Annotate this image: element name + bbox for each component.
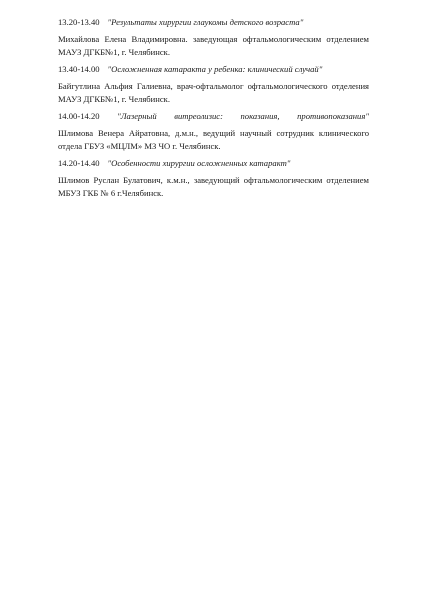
- program-entry: [58, 110, 369, 153]
- speaker-info: [58, 33, 369, 59]
- program-entry: [58, 63, 369, 106]
- speaker-line: Шлимова Венера Айратовна, д.м.н., ведущий научный сотрудник клинического: [58, 128, 369, 138]
- session-time: 14.00-14.20: [58, 111, 100, 121]
- program-page: [58, 16, 369, 204]
- session-title-word: "Лазерный: [117, 111, 157, 121]
- session-time: 13.20-13.40: [58, 17, 100, 27]
- program-entry: [58, 16, 369, 59]
- session-title-word: показания,: [240, 111, 280, 121]
- speaker-info: [58, 174, 369, 200]
- program-entry: [58, 157, 369, 200]
- speaker-line: МАУЗ ДГКБ№1, г. Челябинск.: [58, 47, 171, 57]
- speaker-line: МБУЗ ГКБ № 6 г.Челябинск.: [58, 188, 164, 198]
- speaker-line: МАУЗ ДГКБ№1, г. Челябинск.: [58, 94, 171, 104]
- speaker-line: Байгутлина Альфия Галиевна, врач-офтальмолог офтальмологического отделения: [58, 81, 369, 91]
- session-header: [58, 16, 369, 28]
- speaker-info: [58, 80, 369, 106]
- session-title-word: витреолизис:: [174, 111, 223, 121]
- session-time: 13.40-14.00: [58, 64, 100, 74]
- session-title-word: противопоказания": [297, 111, 369, 121]
- session-title: "Осложненная катаракта у ребенка: клинический случай": [107, 64, 323, 74]
- speaker-line: Шлимов Руслан Булатович, к.м.н., заведующий офтальмологическим отделением: [58, 175, 369, 185]
- speaker-line: отдела ГБУЗ «МЦЛМ» МЗ ЧО г. Челябинск.: [58, 141, 221, 151]
- session-time: 14.20-14.40: [58, 158, 100, 168]
- speaker-info: [58, 127, 369, 153]
- session-title: "Особенности хирургии осложненных катаракт": [107, 158, 291, 168]
- speaker-line: Михайлова Елена Владимировна. заведующая офтальмологическим отделением: [58, 34, 369, 44]
- session-header: [58, 157, 369, 169]
- session-header: [58, 110, 369, 122]
- session-title: "Результаты хирургии глаукомы детского возраста": [107, 17, 304, 27]
- session-header: [58, 63, 369, 75]
